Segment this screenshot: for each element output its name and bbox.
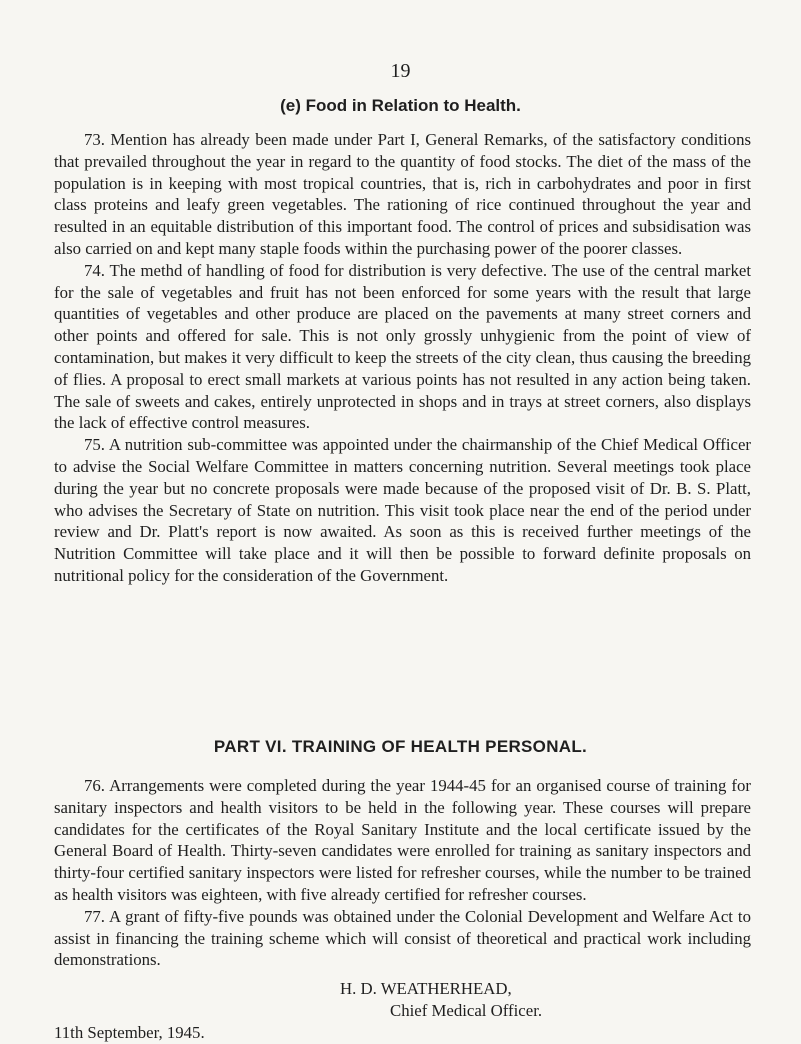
paragraph-76: 76. Arrangements were completed during the year 1944-45 for an organised course of training for sanitary inspectors and health visitors to be held in the following year. These courses will prepare candidates for the certificates of the Royal Sanitary Institute and the local certificate issued by the General Board of Health. Thirty-seven candidates were enrolled for training as sanitary inspectors and thirty-four certified sanitary inspectors were listed for refresher courses, while the number to be trained as health visitors was eighteen, with five already certified for refresher courses. xyxy=(54,776,751,904)
part-heading: PART VI. TRAINING OF HEALTH PERSONAL. xyxy=(213,737,588,756)
paragraph-77: 77. A grant of fifty-five pounds was obtained under the Colonial Development and Welfare Act to assist in financing the training scheme which will consist of theoretical and practical work including demonstrations. xyxy=(54,906,751,970)
document-date: 11th September, 1945. xyxy=(54,1023,205,1042)
section-heading: (e) Food in Relation to Health. xyxy=(280,96,521,115)
page-number: 19 xyxy=(390,60,411,82)
paragraph-75: 75. A nutrition sub-committee was appointed under the chairmanship of the Chief Medical Officer to advise the Social Welfare Committee in matters concerning nutrition. Several meetings took place during the year but no concrete proposals were made because of the proposed visit of Dr. B. S. Platt, who advises the Secretary of State on nutrition. This visit took place near the end of the period under review and Dr. Platt's report is now awaited. As soon as this is received further meetings of the Nutrition Committee will take place and it will then be possible to forward definite proposals on nutritional policy for the consideration of the Government. xyxy=(54,435,751,585)
signature-block xyxy=(340,978,542,1022)
training-section-body xyxy=(54,775,751,971)
food-section-body xyxy=(54,129,751,587)
signature-title: Chief Medical Officer. xyxy=(390,1001,543,1020)
paragraph-73: 73. Mention has already been made under Part I, General Remarks, of the satisfactory conditions that prevailed throughout the year in regard to the quantity of food stocks. The diet of the mass of the population is in keeping with most tropical countries, that is, rich in carbohydrates and poor in first class proteins and leafy green vegetables. The rationing of rice continued throughout the year and resulted in an equitable distribution of this important food. The control of prices and subsidisation was also carried on and kept many staple foods within the purchasing power of the poorer classes. xyxy=(54,130,751,258)
paragraph-74: 74. The methd of handling of food for distribution is very defective. The use of the central market for the sale of vegetables and fruit has not been enforced for some years with the result that large quantities of vegetables and other produce are placed on the pavements at many street corners and other points and offered for sale. This is not only grossly unhygienic from the point of view of contamination, but makes it very difficult to keep the streets of the city clean, thus causing the breeding of flies. A proposal to erect small markets at various points has not resulted in any action being taken. The sale of sweets and cakes, entirely unprotected in shops and in trays at street corners, also displays the lack of effective control measures. xyxy=(54,260,751,433)
signature-name: H. D. WEATHERHEAD, xyxy=(340,979,512,998)
